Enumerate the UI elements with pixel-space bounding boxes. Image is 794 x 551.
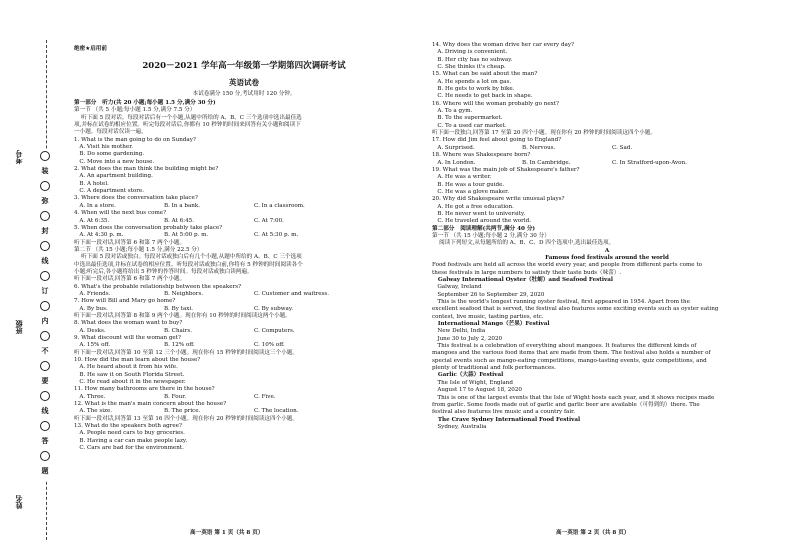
option-text: B. In Cambridge. [522, 159, 571, 166]
option-text: A. Three. [74, 393, 106, 400]
text-line: 4. When will the next bus come? [74, 210, 167, 217]
text-line: 中选出最佳选项,并标在试卷的相应位置。听每段对话或独白前,你将有 5 秒钟的时间阅读各个 [74, 261, 303, 268]
option-row [74, 408, 414, 415]
text-line: 第一节 （共 5 小题;每小题 1.5 分,满分 7.5 分） [74, 107, 196, 114]
left-column [74, 100, 414, 453]
option-text: C. By subway. [254, 305, 294, 312]
seal-circle-icon [40, 151, 50, 161]
seal-char: 弥 [41, 197, 49, 205]
text-line: 第一节 （共 15 小题;每小题 2 分,满分 30 分） [432, 232, 550, 239]
seal-char: 答 [41, 437, 49, 445]
text-line: 11. How many bathrooms are there in the house? [74, 386, 215, 393]
seal-circle-icon [40, 181, 50, 191]
text-line: This is one of the largest events that the Isle of Wight hosts each year, and it shows recipes made [432, 394, 715, 401]
option-row [432, 145, 782, 152]
text-line: 16. Where will the woman probably go next? [432, 100, 560, 107]
exam-no-label: 考号 [15, 150, 23, 164]
text-line: C. He read about it in the newspaper. [74, 379, 186, 386]
seal-word: 订 [41, 287, 49, 295]
seal-circle-icon [40, 451, 50, 461]
text-line: 阅读下列短文,从每题所给的 A、B、C、D 四个选项中,选出最佳选项。 [432, 240, 615, 247]
text-line: A. He was a writer. [432, 174, 492, 181]
text-line: 9. What discount will the woman get? [74, 335, 181, 341]
seal-char: 不 [41, 347, 49, 355]
text-line: A. He spends a lot on gas. [432, 78, 512, 85]
seal-char: 封 [41, 227, 49, 235]
text-line: A. People need cars to buy groceries. [74, 430, 185, 437]
text-line: 听下面 5 段对话。每段对话后有一个小题,从题中所给的 A、B、C 三个选项中选出最佳选 [74, 114, 302, 121]
option-text: C. Computers. [254, 327, 295, 334]
option-text: A. By bus. [74, 305, 108, 312]
text-line: C. Cars are bad for the environment. [74, 445, 184, 452]
text-line: 2. What does the man think the building might be? [74, 166, 219, 173]
text-line: plenty of traditional and folk performances. [432, 365, 556, 372]
text-line: August 17 to August 18, 2020 [432, 387, 522, 394]
option-text: B. At 5:00 p. m. [164, 232, 209, 239]
text-line: New Delhi, India [432, 328, 486, 335]
option-row [74, 342, 414, 349]
text-line: B. Having a car can make people lazy. [74, 437, 188, 444]
section-heading: A [604, 247, 610, 254]
text-line: C. She thinks it's cheap. [432, 64, 506, 71]
option-row [74, 218, 414, 225]
option-row [74, 203, 414, 210]
right-column [432, 42, 782, 431]
text-line: 听下面一段对话,回答第 10 至第 12 三个小题。现在你有 15 秒钟的时间阅读这三个小题。 [74, 349, 298, 356]
text-line: 12. What is the man's main concern about the house? [74, 401, 227, 408]
text-line: 听下面一段独白,回答第 17 至第 20 四个小题。现在你有 20 秒钟的时间阅读这四个小题。 [432, 130, 656, 137]
text-line: Food festivals are held all across the world every year, and people from different parts come to [432, 262, 702, 269]
seal-char: 题 [41, 467, 49, 475]
text-line: mangoes and the various food items that are made from them. The festival also holds a number of [432, 350, 711, 357]
text-line: 10. How did the man learn about the house? [74, 357, 201, 364]
option-text: C. Sad. [612, 144, 633, 151]
seal-char: 要 [41, 377, 49, 385]
text-line: A. He heard about it from his wife. [74, 364, 178, 371]
text-line: C. He traveled around the world. [432, 218, 531, 225]
option-row [74, 291, 414, 298]
option-text: B. Nervous. [522, 144, 556, 151]
text-line: 听下面一段对话,回答第 6 和第 7 两个小题。 [74, 276, 186, 283]
text-line: 项,并标在试卷的相应位置。听完每段对话后,你都有 10 秒钟的时间来回答有关小题和阅读下 [74, 122, 301, 129]
text-line: excellent seafood that is served, the festival also features some exciting events such as oyster eating [432, 306, 719, 313]
text-line: B. A hotel. [74, 180, 109, 187]
option-text: C. At 7:00. [254, 217, 284, 224]
text-line: A. To a gym. [432, 108, 473, 115]
text-line: Sydney, Australia [432, 423, 487, 430]
text-line: C. He was a glove maker. [432, 188, 509, 195]
text-line: 7. How will Bill and Mary go home? [74, 298, 176, 305]
option-text: B. At 6:45. [164, 217, 194, 224]
seal-circle-icon [40, 241, 50, 251]
option-text: C. At 5:30 p. m. [254, 232, 299, 239]
option-row [74, 232, 414, 239]
option-text: A. At 4:30 p. m. [74, 232, 124, 239]
option-text: B. By taxi. [164, 305, 194, 312]
text-line: 一小题。每段对话仅读一遍。 [74, 129, 147, 136]
text-line: This festival is a celebration of everything about mangoes. It features the different kinds of [432, 343, 697, 350]
seal-circle-icon [40, 211, 50, 221]
section-heading: 第二部分 阅读理解(共两节,满分 40 分) [432, 225, 536, 232]
seal-circle-icon [40, 361, 50, 371]
seal-circle-icon [40, 421, 50, 431]
text-line: 小题;听完后,各小题将给出 5 秒钟的作答时间。每段对话或独白读两遍。 [74, 268, 253, 275]
text-line: special events such as mango-eating competitions, mango-tasting events, quiz competitions, and [432, 357, 707, 364]
text-line: 15. What can be said about the man? [432, 71, 538, 78]
option-text: A. Desks. [74, 327, 106, 334]
seal-word: 线 [41, 407, 49, 415]
seal-char: 线 [41, 257, 49, 265]
name-label: 姓名 [15, 495, 23, 509]
text-line: 19. What was the main job of Shakespeare's father? [432, 166, 580, 173]
text-line: B. He never went to university. [432, 210, 526, 217]
seal-word: 装 [41, 167, 49, 175]
text-line: 第二节 （共 15 小题;每小题 1.5 分,满分 22.5 分） [74, 246, 203, 253]
option-text: C. In a classroom. [254, 202, 305, 209]
text-line: 8. What does the woman want to buy? [74, 320, 183, 327]
text-line: B. Her city has no subway. [432, 56, 513, 63]
exam-subtitle: 英语试卷 [229, 78, 259, 87]
option-text: A. The size. [74, 408, 113, 415]
section-heading: International Mango（芒果）Festival [432, 321, 550, 328]
option-text: A. 15% off. [74, 342, 111, 349]
text-line: 13. What do the speakers both agree? [74, 423, 182, 430]
text-line: 1. What is the man going to do on Sunday? [74, 136, 196, 143]
text-line: these festivals in large numbers to satisfy their taste buds（味蕾）. [432, 269, 622, 276]
seal-line [40, 150, 50, 480]
text-line: 18. Where was Shakespeare born? [432, 152, 531, 159]
text-line: C. To a used car market. [432, 122, 507, 129]
option-row [74, 328, 414, 335]
text-line: June 30 to July 2, 2020 [432, 335, 503, 342]
option-text: A. Friends. [74, 290, 111, 297]
text-line: B. He saw it on South Florida Street. [74, 371, 185, 378]
option-text: B. Neighbors. [164, 290, 204, 297]
section-heading: Famous food festivals around the world [545, 254, 669, 261]
seal-circle-icon [40, 391, 50, 401]
text-line: A. He got a free education. [432, 203, 514, 210]
text-line: 3. Where does the conversation take place? [74, 195, 198, 202]
option-text: C. In Stratford-upon-Avon. [612, 159, 687, 166]
option-row [74, 306, 414, 313]
text-line: C. He needs to get back in shape. [432, 93, 533, 100]
text-line: from garlic. Some foods made out of garlic and garlic beer are available（可得到的）there. The [432, 401, 700, 408]
text-line: 听下面一段对话,回答第 13 至第 16 四个小题。现在你有 20 秒钟的时间阅读这四个小题。 [74, 415, 298, 422]
option-text: B. The price. [164, 408, 201, 415]
section-heading: The Crave Sydney International Food Festival [432, 416, 581, 423]
text-line: 20. Why did Shakespeare write unusual plays? [432, 196, 565, 203]
text-line: 14. Why does the woman drive her car every day? [432, 42, 575, 48]
option-row [432, 160, 782, 167]
text-line: September 26 to September 29, 2020 [432, 291, 545, 298]
score-note: 本试卷满分 150 分,考试用时 120 分钟。 [192, 91, 296, 97]
top-secret-mark: 绝密★启用前 [74, 46, 107, 52]
option-text: A. In London. [432, 159, 476, 166]
option-text: C. The location. [254, 408, 299, 415]
text-line: C. Move into a new house. [74, 158, 155, 165]
option-text: A. At 6:35. [74, 217, 110, 224]
text-line: 17. How did Jim feel about going to England? [432, 137, 562, 144]
option-text: B. In a bank. [164, 202, 201, 209]
text-line: The Isle of Wight, England [432, 379, 513, 386]
option-text: C. Five. [254, 393, 276, 400]
option-text: A. In a store. [74, 202, 116, 209]
text-line: This is the world's longest running oyster festival, first appeared in 1954. Apart from the [432, 299, 690, 306]
text-line: C. A department store. [74, 188, 145, 195]
option-text: C. 10% off. [254, 342, 285, 349]
text-line: contest, live music, tasting parties, etc. [432, 313, 544, 320]
text-line: A. Visit his mother. [74, 144, 134, 151]
text-line: 听下面一段对话,回答第 8 和第 9 两个小题。现在你有 10 秒钟的时间阅读这两个小题。 [74, 312, 291, 319]
text-line: festival also features live music and a country fair. [432, 409, 576, 416]
option-text: A. Surprised. [432, 144, 475, 151]
text-line: B. He gets to work by bike. [432, 86, 515, 93]
seal-circle-icon [40, 271, 50, 281]
section-heading: Galway International Oyster（牡蛎）and Seafood Festival [432, 277, 613, 283]
exam-title: 2020－2021 学年高一年级第一学期第四次调研考试 [142, 61, 346, 71]
page-footer-left: 高一英语 第 1 页（共 8 页） [190, 530, 264, 536]
option-text: B. Chairs. [164, 327, 192, 334]
text-line: 5. When does the conversation probably take place? [74, 224, 223, 231]
page-footer-right: 高一英语 第 2 页（共 8 页） [556, 530, 630, 536]
option-text: B. Four. [164, 393, 187, 400]
class-label: 班级 [15, 320, 23, 334]
binding-margin [0, 0, 62, 551]
seal-circle-icon [40, 301, 50, 311]
option-text: C. Customer and waitress. [254, 290, 330, 297]
section-heading: Garlic（大蒜）Festival [432, 372, 504, 379]
seal-circle-icon [40, 331, 50, 341]
seal-char: 内 [41, 317, 49, 325]
text-line: B. Do some gardening. [74, 151, 145, 158]
text-line: B. To the supermarket. [432, 115, 503, 122]
text-line: 听下面一段对话,回答第 6 和第 7 两个小题。 [74, 239, 186, 246]
text-line: A. Driving is convenient. [432, 49, 508, 56]
text-line: B. He was a tour guide. [432, 181, 505, 188]
text-line: 听下面 5 段对话或独白。每段对话或独白后有几个小题,从题中所给的 A、B、C 三个选项 [74, 254, 302, 261]
text-line: A. An apartment building. [74, 173, 153, 180]
option-row [74, 394, 414, 401]
text-line: 6. What's the probable relationship between the speakers? [74, 283, 242, 290]
option-text: B. 12% off. [164, 342, 195, 349]
text-line: Galway, Ireland [432, 284, 482, 291]
section-heading: 第一部分 听力(共 20 小题;每小题 1.5 分,满分 30 分) [74, 100, 216, 106]
